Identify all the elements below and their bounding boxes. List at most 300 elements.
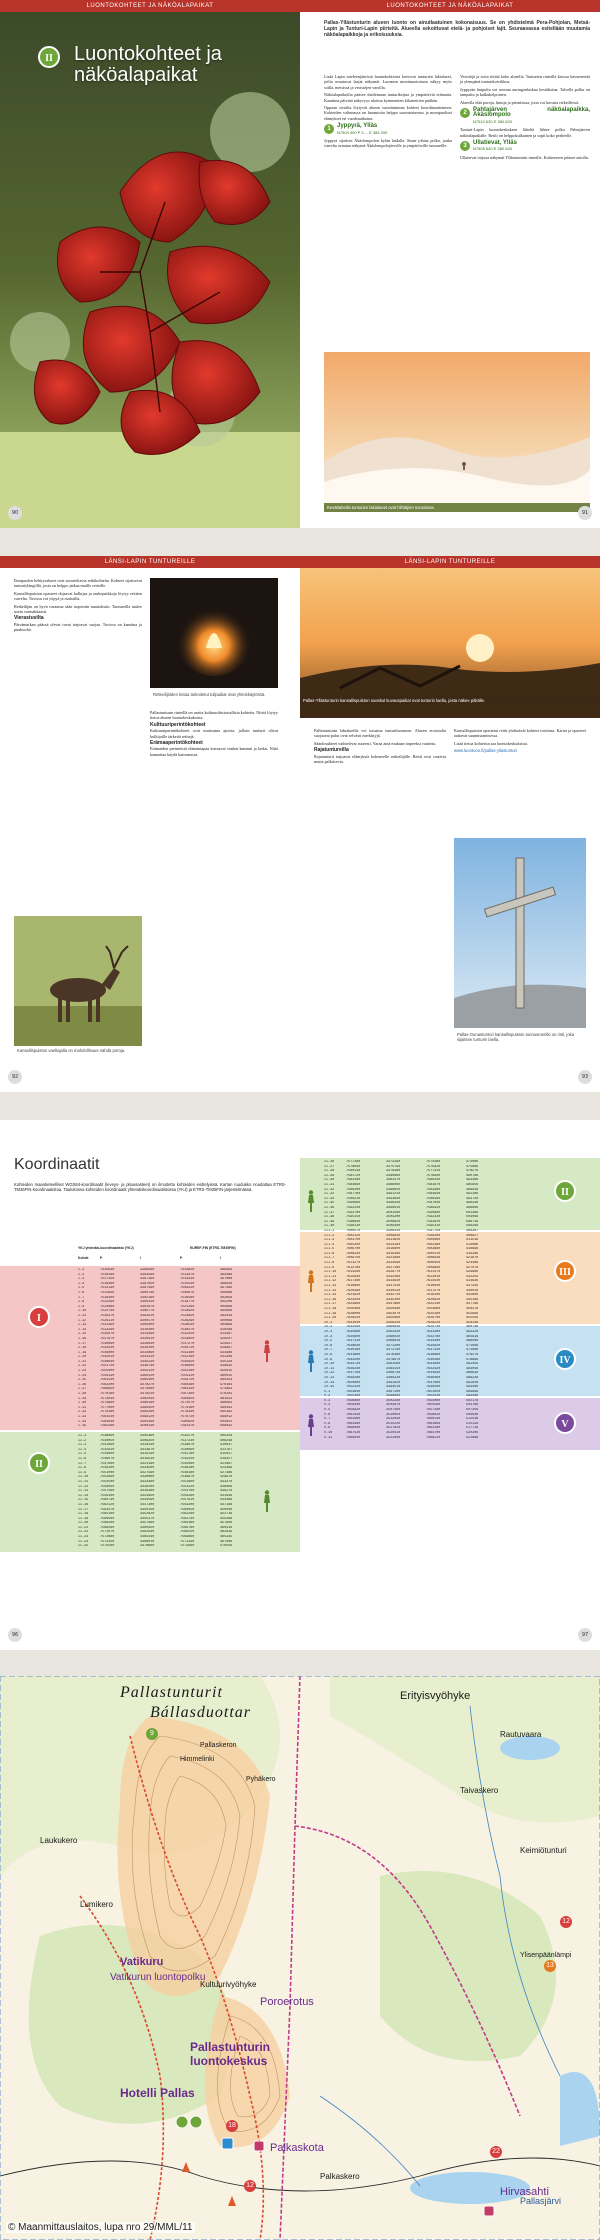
coordinate-value: 444486: [220, 1498, 233, 1503]
subheading: Kulttuuriperintökohteet: [150, 721, 206, 728]
coordinate-value: 7574890: [100, 1401, 115, 1406]
coordinate-value: 3470270: [140, 1382, 155, 1387]
coordinate-value: 7566950: [100, 1387, 115, 1392]
coordinate-value: 414387: [220, 1332, 233, 1337]
coordinate-value: 7620390: [346, 1288, 361, 1293]
coordinate-value: 491816: [466, 1380, 479, 1385]
coordinate-value: 7625180: [426, 1311, 441, 1316]
coordinate-value: 420207: [220, 1336, 233, 1341]
coordinate-value: 7605200: [346, 1242, 361, 1247]
coordinate-value: 3473790: [386, 1348, 401, 1353]
coordinate-value: 512536: [466, 1417, 479, 1422]
site-code: I-18: [78, 1346, 87, 1351]
coordinate-value: 7634080: [346, 1329, 361, 1334]
coordinate-value: 3468610: [386, 1339, 401, 1344]
site-code: II-9: [78, 1470, 87, 1475]
site-code: III-12: [324, 1279, 337, 1284]
coordinate-value: 449635: [220, 1364, 233, 1369]
coordinate-value: 7613010: [426, 1274, 441, 1279]
coordinate-value: 465335: [220, 1535, 233, 1540]
coordinates-intro: Kohteiden maantieteelliset WGS84-koordinaatit (leveys- ja pituusasteet) on ilmoitettu kohteiden esittelyissä. Kartan ruudukko noudattaa ETRS-TM35FIN-koordinaatistoa. Taulukossa kohteiden koordinaatit yhtenäiskoordinaatistossa (YKJ) ja ETRS-TM35FIN-järjestelmässä.: [14, 1182, 286, 1193]
subheading: Vierastuvilta: [14, 615, 44, 622]
coordinate-value: 445126: [220, 1359, 233, 1364]
page-number-right: 91: [578, 506, 592, 520]
coordinate-value: 7608230: [346, 1251, 361, 1256]
site-code: II-24: [78, 1539, 89, 1544]
coordinate-value: 450376: [466, 1307, 479, 1311]
coordinate-value: 7569820: [180, 1396, 195, 1401]
coordinate-value: 470164: [220, 1382, 233, 1387]
coordinate-value: 7585290: [100, 1424, 115, 1429]
site-code: V-7: [324, 1417, 331, 1422]
coordinate-value: 7600880: [426, 1238, 441, 1243]
coordinate-value: 3471200: [386, 1343, 401, 1348]
site-code: I-17: [78, 1341, 87, 1346]
coordinate-value: 7581540: [100, 1415, 115, 1419]
coordinate-value: 491106: [466, 1192, 479, 1197]
coordinate-value: 7572680: [100, 1535, 115, 1540]
site-code: II-13: [78, 1489, 89, 1494]
coordinate-value: 504052: [220, 1419, 233, 1424]
coordinate-value: 3413870: [140, 1447, 155, 1452]
route-number-badge: 9: [146, 1728, 158, 1740]
coordinate-value: 7640160: [346, 1348, 361, 1353]
coordinate-value: 7570180: [100, 1392, 115, 1397]
site-code: III-14: [324, 1288, 337, 1293]
coordinate-value: 480786: [466, 1173, 479, 1178]
coordinate-value: 7606930: [426, 1256, 441, 1261]
coordinate-value: 7590660: [346, 1201, 361, 1206]
site-code: II-7: [78, 1461, 87, 1466]
map-label: Hotelli Pallas: [120, 2086, 195, 2100]
coordinate-value: 3406410: [386, 1228, 401, 1233]
coordinate-value: 7542910: [100, 1447, 115, 1452]
autumn-leaves-illustration: [0, 12, 300, 528]
map-label: Rautuvaara: [500, 1730, 542, 1739]
coordinate-value: 7661660: [426, 1421, 441, 1426]
coordinate-value: 3436200: [140, 1484, 155, 1489]
header-ykj: YKJ yhtenäis-koordinaatisto (YKJ): [78, 1246, 134, 1250]
site-code: IV-4: [324, 1334, 333, 1339]
coordinate-value: 7548180: [180, 1470, 195, 1475]
coordinate-value: 3455120: [140, 1369, 155, 1374]
coordinate-value: 3406350: [140, 1438, 155, 1443]
coordinate-value: 3430100: [140, 1346, 155, 1351]
header-kohde: Kohde: [78, 1256, 89, 1260]
coordinate-value: 3465440: [140, 1535, 155, 1540]
photo-caption: Kevättalvella tunturien lakialueet ovat hiihtäjien suosiossa.: [324, 503, 590, 512]
coordinate-value: 7638860: [426, 1352, 441, 1357]
coordinate-value: 429997: [220, 1346, 233, 1351]
site-code: I-16: [78, 1336, 87, 1341]
site-code: II-15: [78, 1498, 89, 1503]
coordinate-value: 3441410: [140, 1355, 155, 1360]
coordinate-value: 7515640: [100, 1268, 115, 1272]
coordinate-value: 3476380: [386, 1352, 401, 1357]
page-right: [300, 0, 600, 528]
poi-entry-2: [460, 108, 590, 124]
poi-number-badge: 1: [324, 124, 334, 134]
coordinate-value: 7512130: [100, 1286, 115, 1291]
coordinate-value: 7606700: [346, 1247, 361, 1252]
coordinate-value: 3475790: [386, 1164, 401, 1169]
coordinate-value: 7578640: [346, 1164, 361, 1169]
coordinate-value: 508032: [220, 1424, 233, 1429]
coordinate-value: 7603880: [426, 1247, 441, 1252]
page-number-left: 96: [8, 1628, 22, 1642]
header-etrs: EUREF-FIN (ETRS-TM35FIN): [190, 1246, 236, 1250]
site-code: I-34: [78, 1419, 87, 1424]
site-code: II-18: [78, 1512, 89, 1517]
coordinate-value: 3397490: [140, 1286, 155, 1291]
photo-winter-fells: [324, 352, 590, 512]
coordinate-value: 7534850: [180, 1336, 195, 1341]
coordinate-value: 7655580: [426, 1403, 441, 1408]
coordinate-value: 504096: [466, 1215, 479, 1220]
paragraph: Pallastunturin rinteillä on useita kulttuurihistoriallisia kohteita. Niistä löytyy tietoa alueen luontokeskuksista.: [150, 710, 278, 721]
subheading: Erämaaperintökohteet: [150, 740, 203, 747]
site-code: V-10: [324, 1431, 333, 1436]
coordinate-value: 3491210: [386, 1192, 401, 1197]
coordinate-value: 7559300: [180, 1502, 195, 1507]
site-code: V-4: [324, 1403, 331, 1408]
site-code: I-7: [78, 1295, 85, 1300]
coordinate-value: 7655360: [346, 1394, 361, 1399]
site-code: IV-8: [324, 1352, 333, 1357]
coordinate-value: 7643200: [346, 1357, 361, 1362]
coordinate-value: 3397050: [140, 1281, 155, 1286]
coordinate-value: 7644720: [346, 1362, 361, 1367]
header-i: I: [140, 1256, 141, 1260]
coordinate-value: 455266: [220, 1516, 233, 1521]
coordinate-value: 436096: [220, 1484, 233, 1489]
coordinate-value: 7577000: [100, 1405, 115, 1410]
site-code: V-11: [324, 1435, 333, 1440]
web-link[interactable]: www.luontoon.fi/pallas-yllastunturi: [454, 748, 517, 754]
coordinate-value: 7519400: [100, 1295, 115, 1300]
coordinate-value: 481933: [220, 1396, 233, 1401]
coordinate-value: 3421980: [386, 1256, 401, 1261]
map-label: Lumikero: [80, 1900, 113, 1909]
coordinate-value: 7647760: [346, 1371, 361, 1376]
coordinate-value: 7602380: [426, 1242, 441, 1247]
site-code: IV-2: [324, 1325, 333, 1330]
coordinate-value: 7552180: [180, 1369, 195, 1374]
coordinate-value: 7590880: [426, 1210, 441, 1215]
page-right: [300, 556, 600, 1092]
coordinate-value: 7649500: [426, 1385, 441, 1390]
site-code: III-18: [324, 1307, 337, 1311]
coordinate-value: 7598130: [346, 1224, 361, 1229]
table-row: [324, 1436, 524, 1441]
coordinate-value: 7587760: [346, 1192, 361, 1197]
coordinate-value: 7526470: [100, 1313, 115, 1318]
site-code: I-3: [78, 1277, 85, 1282]
coordinate-value: 7562280: [180, 1512, 195, 1517]
coordinate-value: 3512640: [386, 1417, 401, 1422]
coordinate-value: 7661440: [346, 1412, 361, 1417]
map-label: Ylisenpäänlämpi: [520, 1952, 572, 1959]
poi-number-badge: 3: [460, 141, 470, 151]
coordinate-value: 7653840: [346, 1389, 361, 1394]
coordinate-value: 7537670: [100, 1336, 115, 1341]
site-code: II-1: [78, 1434, 87, 1438]
coordinate-value: 3419390: [386, 1251, 401, 1256]
coordinate-value: 7555310: [180, 1373, 195, 1378]
running-head-right: LÄNSI-LAPIN TUNTUREILLE: [300, 556, 600, 568]
map-title-1: Pallastunturit: [120, 1684, 223, 1701]
coordinate-value: 495182: [220, 1410, 233, 1415]
page-number-left: 92: [8, 1070, 22, 1084]
coordinate-value: 7629520: [346, 1316, 361, 1321]
coordinate-value: 404898: [220, 1323, 233, 1328]
spread-coordinates: [0, 1120, 600, 1650]
paragraph: Pallastunturin lakialueilla voi tutustua tunturiluontoon. Alueen eroosiolta suojaavat polut ovat selvästi merkittyjä.: [314, 728, 446, 739]
coordinate-value: 3520410: [386, 1431, 401, 1436]
subheading: Rajatuntureilla: [314, 747, 349, 754]
coordinate-value: 7641680: [346, 1352, 361, 1357]
site-code: II-26: [324, 1160, 335, 1164]
coordinate-value: 7548900: [180, 1364, 195, 1369]
coordinate-value: 3445300: [386, 1297, 401, 1302]
coordinate-value: 400688: [220, 1290, 233, 1295]
table-row: [78, 1424, 278, 1429]
coordinate-value: 3460840: [386, 1325, 401, 1330]
paragraph: Vesistöjä ja soita riittää koko alueella. Tunturien rinteillä kasvaa havumetsää ja ylempänä tunturikoivikkoa.: [460, 74, 590, 85]
coordinate-value: 3415140: [140, 1452, 155, 1457]
coordinate-value: 504766: [466, 1403, 479, 1408]
lede-paragraph: Pallas-Yllästunturin alueen luonto on ainutlaatuinen kokonaisuus. Se on yhdistelmä Pera-Pohjolan, Metsä-Lapin ja Tunturi-Lapin piirteitä. Alueella sekoittuvat etelä- ja pohjoiset lajit. Seuraavassa esitellään muutamia näköalapaikkoja ja erikoisuuksia.: [324, 20, 590, 39]
coordinate-value: 7567360: [180, 1392, 195, 1397]
site-code: III-8: [324, 1261, 335, 1266]
coordinate-value: 462836: [220, 1530, 233, 1535]
coordinate-value: 7554500: [100, 1479, 115, 1484]
coordinate-value: 3460420: [140, 1525, 155, 1530]
map-label: Himmelinki: [180, 1756, 215, 1763]
hiker-icon: [262, 1490, 272, 1512]
coordinate-value: 3509400: [386, 1224, 401, 1229]
running-head-left: LUONTOKOHTEET JA NÄKÖALAPAIKAT: [0, 0, 300, 12]
poi-title: Jyppyrä, Ylläs: [337, 123, 378, 130]
coordinate-value: 7626480: [346, 1307, 361, 1311]
coordinate-value: 7628220: [426, 1320, 441, 1325]
coordinate-value: 499012: [220, 1415, 233, 1419]
poi-description: Jyppyrä sijaitsee Äkäslompolon kylän laidalla. Sinne johtaa polku, jonka varrelta avautuu näkymä Äkäslompolojärvelle ja ympäröiville tuntureille.: [324, 138, 452, 149]
text-column-2: [150, 710, 278, 1000]
map-label: Kultuurivyöhyke: [200, 1980, 257, 1989]
coordinate-value: 7634300: [426, 1339, 441, 1344]
coordinate-value: 3478380: [386, 1169, 401, 1174]
photo-cross-on-fell: [454, 838, 586, 1028]
coordinate-value: 460015: [220, 1373, 233, 1378]
site-code: IV-13: [324, 1375, 335, 1380]
coordinate-value: 433376: [220, 1479, 233, 1484]
poi-coordinates: N7510 620 E 384 620: [473, 118, 512, 124]
coordinate-value: 7548640: [100, 1359, 115, 1364]
coordinate-value: 7543180: [180, 1350, 195, 1355]
site-code: I-31: [78, 1405, 87, 1410]
coordinate-value: 7509310: [180, 1286, 195, 1291]
coordinate-value: 437426: [466, 1284, 479, 1289]
coordinate-value: 7654060: [426, 1398, 441, 1403]
campfire-illustration: [150, 578, 278, 688]
coordinate-value: 3400170: [140, 1318, 155, 1323]
coordinate-value: 7656880: [346, 1398, 361, 1403]
coordinate-value: 7545820: [180, 1359, 195, 1364]
coordinate-value: 408927: [466, 1233, 479, 1238]
coordinate-value: 425937: [220, 1341, 233, 1346]
coordinate-value: 429666: [466, 1270, 479, 1275]
coordinate-value: 393489: [220, 1272, 233, 1277]
coordinate-value: 3402160: [140, 1295, 155, 1300]
site-code: II-30: [324, 1178, 335, 1183]
coordinate-value: 7529110: [100, 1318, 115, 1323]
coordinate-value: 7617570: [426, 1288, 441, 1293]
hiker-icon: [306, 1350, 316, 1372]
coordinate-value: 7584690: [346, 1182, 361, 1187]
site-code: II-39: [324, 1219, 335, 1224]
coordinate-value: 507356: [466, 1408, 479, 1413]
coordinate-value: 7632780: [426, 1334, 441, 1339]
route-number-badge: 12: [244, 2180, 256, 2192]
site-code: II-10: [78, 1475, 89, 1480]
coordinate-value: 3450480: [386, 1307, 401, 1311]
site-code: II-12: [78, 1484, 89, 1489]
coordinate-value: 3494510: [386, 1385, 401, 1390]
section-badge-I: I: [28, 1306, 50, 1328]
coordinate-value: 3424590: [386, 1261, 401, 1266]
coordinate-value: 7635600: [346, 1334, 361, 1339]
coordinate-value: 3473190: [386, 1160, 401, 1164]
coordinate-value: 413767: [220, 1447, 233, 1452]
coordinate-value: 7545010: [100, 1355, 115, 1360]
coordinate-value: 3453070: [386, 1311, 401, 1316]
site-code: II-33: [324, 1192, 335, 1197]
section-badge-II: II: [28, 1452, 50, 1474]
site-code: V-3: [324, 1398, 331, 1403]
coordinate-value: 7619100: [426, 1293, 441, 1298]
coordinate-value: 7620620: [426, 1297, 441, 1302]
site-code: II-6: [78, 1456, 87, 1461]
coordinate-value: 424396: [220, 1466, 233, 1471]
coordinate-value: 7549100: [100, 1466, 115, 1471]
coordinate-value: 433986: [220, 1350, 233, 1355]
coordinate-value: 502176: [466, 1398, 479, 1403]
coordinate-value: 7563740: [180, 1516, 195, 1521]
coordinate-value: 3499120: [140, 1415, 155, 1419]
spread-west-lapland: [0, 556, 600, 1092]
site-code: I-9: [78, 1304, 85, 1309]
coordinate-value: 7571070: [100, 1530, 115, 1535]
coordinate-value: 7624960: [346, 1302, 361, 1307]
poi-title: Ullatievat, Ylläs: [473, 140, 517, 147]
coordinate-value: 7523650: [180, 1313, 195, 1318]
coordinate-value: 3491920: [386, 1380, 401, 1385]
coordinate-value: 471096: [466, 1343, 479, 1348]
coordinate-value: 3486740: [386, 1371, 401, 1376]
coordinate-value: 3440120: [386, 1288, 401, 1293]
coordinate-value: 7560730: [100, 1498, 115, 1503]
text-column-4: [454, 728, 586, 828]
coordinate-value: 7560380: [180, 1382, 195, 1387]
coordinate-value: 3414490: [140, 1332, 155, 1337]
site-code: II-31: [324, 1182, 335, 1187]
paragraph: Kansallispuiston opasteet ohjaavat kulkijaa ja taukopaikkoja löytyy reittien varrelta. Tuvissa voi yöpyä ja ruokailla.: [14, 590, 142, 602]
site-code: III-16: [324, 1297, 337, 1302]
coordinate-value: 7595150: [346, 1215, 361, 1220]
coordinate-value: 7618860: [346, 1284, 361, 1289]
coordinate-value: 478866: [466, 1357, 479, 1362]
coordinate-value: 470556: [220, 1544, 233, 1549]
site-code: V-6: [324, 1412, 331, 1417]
coordinate-value: 7543250: [180, 1456, 195, 1461]
paragraph: Lisää Lapin mieleenjäävistä luontokohteista kertovat tunturien lakialueet, joilta avautuvat laajat näkymät. Luonnon monimuotoisuus näkyy myös soilla, metsissä ja vesistöjen varsilla.: [324, 74, 452, 90]
poi-coordinates: N7504 400 P 3 ... E 384 200: [337, 129, 388, 135]
paragraph: Rajatunturit tarjoavat elämyksiä kokeneelle retkeilijälle. Reitit ovat vaativia mutta palkitsevia.: [314, 753, 446, 765]
coordinate-value: 7555000: [100, 1369, 115, 1374]
coordinate-value: 7564130: [180, 1387, 195, 1392]
site-code: IV-11: [324, 1366, 335, 1371]
coordinate-value: 3488650: [386, 1187, 401, 1192]
coordinate-value: 7589420: [426, 1205, 441, 1210]
map-label: Vatikuru: [120, 1956, 164, 1968]
coordinate-value: 7603700: [346, 1238, 361, 1243]
page-number-left: 90: [8, 506, 22, 520]
coordinate-value: 7592330: [426, 1215, 441, 1220]
coordinate-value: 3427590: [140, 1470, 155, 1475]
coordinate-value: 3474090: [140, 1387, 155, 1392]
coordinate-value: 410037: [220, 1443, 233, 1448]
coordinate-value: 7582470: [180, 1424, 195, 1429]
site-code: II-5: [78, 1452, 87, 1457]
coordinate-value: 506716: [466, 1219, 479, 1224]
coordinate-value: 416696: [466, 1247, 479, 1252]
site-code: II-32: [324, 1187, 335, 1192]
site-code: III-6: [324, 1251, 335, 1256]
paragraph: Jyppyrän huipulta voi seurata auringonlaskua kesäiltoina. Talvella polku on tampattu ja kulkukelpoinen.: [460, 86, 590, 98]
coordinate-value: 7531360: [100, 1323, 115, 1328]
site-code: III-5: [324, 1247, 335, 1252]
coordinate-table-I: [78, 1268, 278, 1429]
site-code: III-17: [324, 1302, 337, 1307]
coordinate-value: 7572640: [100, 1396, 115, 1401]
spread-nature-sites: [0, 0, 600, 528]
coordinate-value: 7519920: [180, 1309, 195, 1314]
coordinate-value: 3482040: [140, 1396, 155, 1401]
paragraph: Päivämatkan päässä olevat tuvat tarjoavat suojaa. Tuvissa on kamiina ja puuhuolto.: [14, 621, 142, 633]
coordinate-value: 486636: [466, 1371, 479, 1376]
route-number-badge: 13: [544, 1960, 556, 1972]
coordinate-value: 501486: [466, 1210, 479, 1215]
coordinate-value: 445196: [466, 1297, 479, 1302]
coordinate-value: 7658620: [426, 1412, 441, 1417]
coordinate-value: 3432360: [386, 1274, 401, 1279]
coordinate-value: 7558130: [100, 1373, 115, 1378]
coordinate-value: 452966: [466, 1311, 479, 1316]
coordinate-value: 7558720: [180, 1378, 195, 1383]
coordinate-value: 7572070: [180, 1401, 195, 1406]
site-code: II-21: [78, 1525, 89, 1530]
coordinate-value: 452716: [220, 1512, 233, 1517]
page-left: [0, 556, 300, 1092]
coordinate-value: 7532250: [180, 1332, 195, 1337]
coordinate-value: 7551680: [180, 1479, 195, 1484]
coordinate-value: 485956: [466, 1182, 479, 1187]
coordinate-value: 7658400: [346, 1403, 361, 1408]
coordinate-value: 432256: [466, 1274, 479, 1279]
hiker-icon: [306, 1190, 316, 1212]
coordinate-value: 3405360: [140, 1434, 155, 1438]
